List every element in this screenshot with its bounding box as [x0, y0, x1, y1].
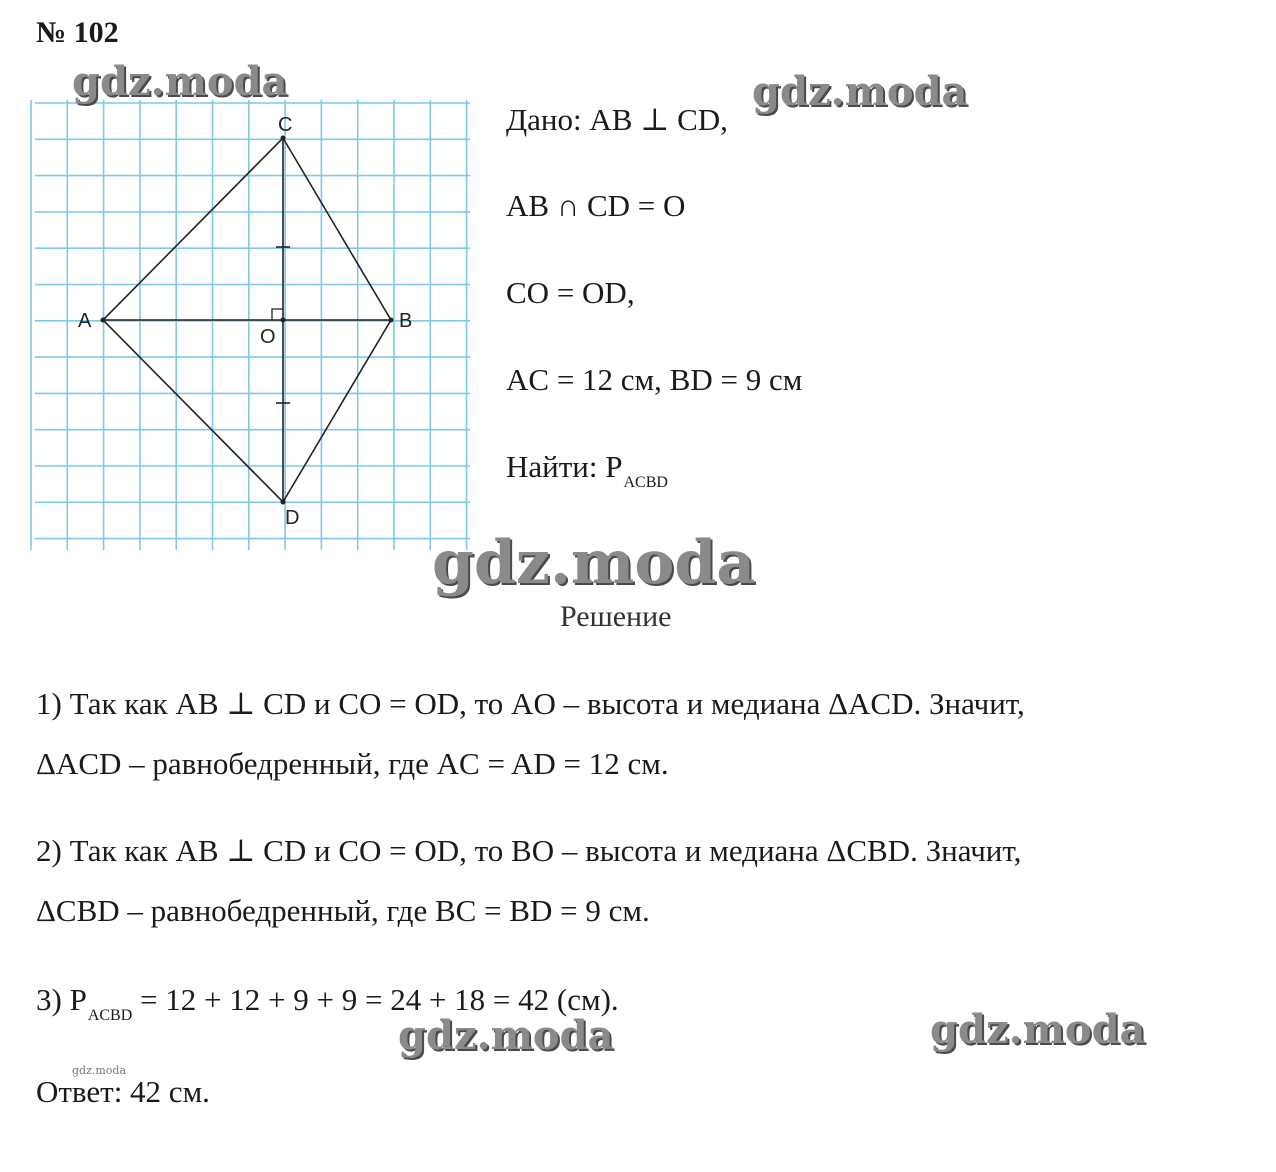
watermark-small: gdz.moda: [72, 1064, 127, 1077]
find-subscript: ACBD: [623, 474, 668, 491]
given-line-4: AC = 12 см, BD = 9 см: [506, 362, 803, 397]
step-2-line-b: ΔCBD – равнобедренный, где BC = BD = 9 см.: [36, 893, 650, 928]
watermark: gdz.moda: [930, 1006, 1146, 1053]
step-1-line-b: ΔACD – равнобедренный, где AC = AD = 12 см.: [36, 746, 669, 781]
solution-heading: Решение: [560, 600, 672, 633]
rhombus-figure: [30, 95, 475, 555]
find-label: Найти: P: [506, 449, 623, 484]
watermark: gdz.moda: [432, 528, 756, 598]
watermark: gdz.moda: [752, 68, 968, 115]
find-line: [506, 449, 668, 492]
answer: Ответ: 42 см.: [36, 1074, 210, 1109]
point-label-C: C: [278, 114, 293, 136]
given-line-3: CO = OD,: [506, 275, 635, 310]
given-line-2: AB ∩ CD = O: [506, 188, 686, 223]
point-label-D: D: [285, 507, 300, 529]
step-3-rest: = 12 + 12 + 9 + 9 = 24 + 18 = 42 (см).: [132, 982, 619, 1017]
watermark: gdz.moda: [398, 1012, 614, 1059]
point-label-A: A: [78, 310, 92, 332]
watermark: gdz.moda: [72, 58, 288, 105]
step-3-prefix: 3) P: [36, 982, 87, 1017]
step-1-line-a: 1) Так как AB ⊥ CD и CO = OD, то AO – высота и медиана ΔACD. Значит,: [36, 686, 1025, 721]
problem-number: № 102: [36, 16, 119, 49]
point-label-O: O: [260, 326, 276, 348]
step-2-line-a: 2) Так как AB ⊥ CD и CO = OD, то BO – высота и медиана ΔCBD. Значит,: [36, 833, 1022, 868]
step-3-subscript: ACBD: [87, 1007, 133, 1024]
point-label-B: B: [399, 310, 413, 332]
given-line-1: Дано: AB ⊥ CD,: [506, 102, 728, 137]
